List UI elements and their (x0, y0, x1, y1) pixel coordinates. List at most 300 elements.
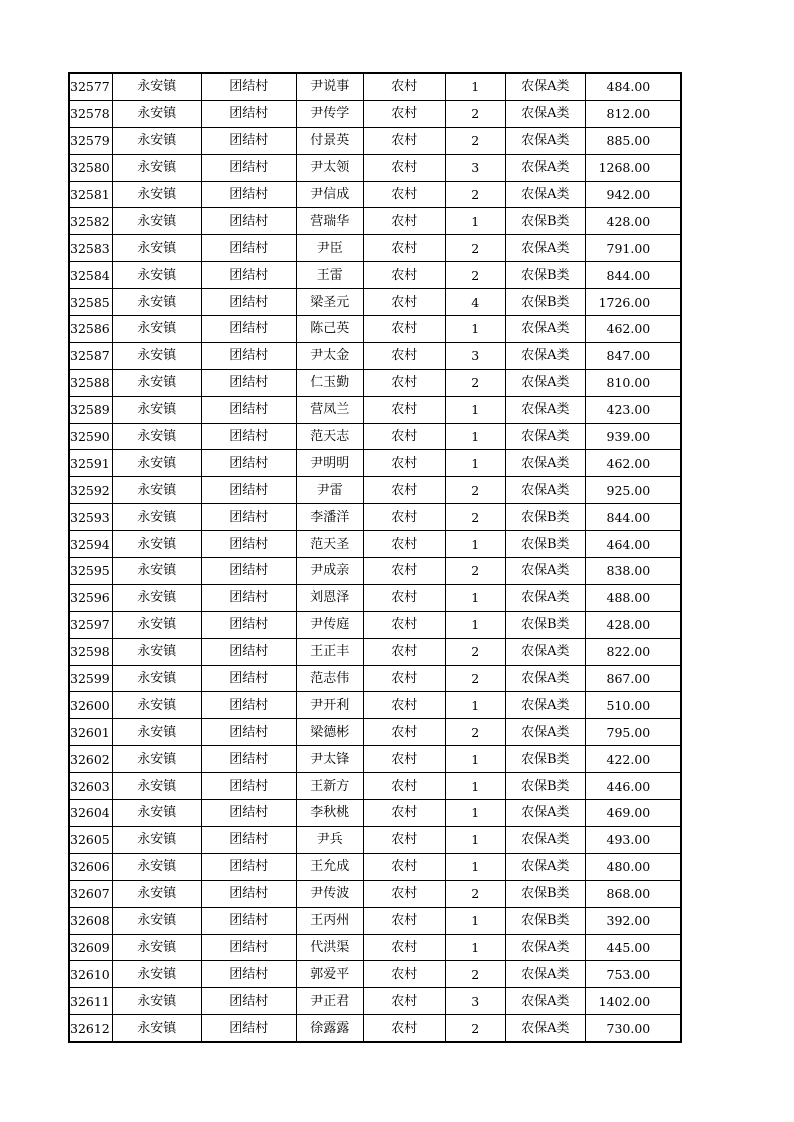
amount-cell: 445.00 (585, 934, 681, 961)
household-type-cell: 农村 (363, 853, 445, 880)
insurance-category-cell: 农保A类 (505, 316, 585, 343)
member-count-cell: 1 (445, 800, 505, 827)
insurance-category-cell: 农保A类 (505, 369, 585, 396)
member-count-cell: 2 (445, 880, 505, 907)
village-cell: 团结村 (201, 692, 296, 719)
village-cell: 团结村 (201, 127, 296, 154)
member-count-cell: 2 (445, 262, 505, 289)
table-row (69, 504, 681, 531)
member-count-cell: 1 (445, 423, 505, 450)
town-cell: 永安镇 (112, 988, 201, 1015)
town-cell: 永安镇 (112, 880, 201, 907)
town-cell: 永安镇 (112, 235, 201, 262)
name-cell: 尹说事 (296, 73, 363, 100)
table-row (69, 1015, 681, 1042)
household-type-cell: 农村 (363, 558, 445, 585)
town-cell: 永安镇 (112, 934, 201, 961)
insurance-category-cell: 农保A类 (505, 853, 585, 880)
record-id-cell: 32596 (69, 584, 112, 611)
town-cell: 永安镇 (112, 181, 201, 208)
name-cell: 李潘洋 (296, 504, 363, 531)
member-count-cell: 2 (445, 127, 505, 154)
amount-cell: 885.00 (585, 127, 681, 154)
record-id-cell: 32579 (69, 127, 112, 154)
member-count-cell: 2 (445, 665, 505, 692)
household-type-cell: 农村 (363, 638, 445, 665)
amount-cell: 422.00 (585, 746, 681, 773)
table-row (69, 73, 681, 100)
table-row (69, 665, 681, 692)
name-cell: 尹传庭 (296, 611, 363, 638)
member-count-cell: 1 (445, 826, 505, 853)
record-id-cell: 32592 (69, 477, 112, 504)
member-count-cell: 2 (445, 719, 505, 746)
amount-cell: 464.00 (585, 531, 681, 558)
amount-cell: 925.00 (585, 477, 681, 504)
table-row (69, 907, 681, 934)
household-type-cell: 农村 (363, 988, 445, 1015)
record-id-cell: 32586 (69, 316, 112, 343)
table-row (69, 289, 681, 316)
village-cell: 团结村 (201, 504, 296, 531)
amount-cell: 428.00 (585, 611, 681, 638)
record-id-cell: 32603 (69, 773, 112, 800)
insurance-category-cell: 农保A类 (505, 692, 585, 719)
amount-cell: 867.00 (585, 665, 681, 692)
record-id-cell: 32584 (69, 262, 112, 289)
name-cell: 刘恩泽 (296, 584, 363, 611)
record-id-cell: 32581 (69, 181, 112, 208)
household-type-cell: 农村 (363, 584, 445, 611)
amount-cell: 847.00 (585, 342, 681, 369)
household-type-cell: 农村 (363, 611, 445, 638)
town-cell: 永安镇 (112, 369, 201, 396)
record-id-cell: 32607 (69, 880, 112, 907)
record-id-cell: 32591 (69, 450, 112, 477)
insurance-category-cell: 农保A类 (505, 665, 585, 692)
town-cell: 永安镇 (112, 611, 201, 638)
village-cell: 团结村 (201, 1015, 296, 1042)
member-count-cell: 1 (445, 208, 505, 235)
table-row (69, 235, 681, 262)
amount-cell: 510.00 (585, 692, 681, 719)
village-cell: 团结村 (201, 477, 296, 504)
household-type-cell: 农村 (363, 262, 445, 289)
record-id-cell: 32595 (69, 558, 112, 585)
table-row (69, 558, 681, 585)
name-cell: 代洪渠 (296, 934, 363, 961)
table-row (69, 746, 681, 773)
insurance-category-cell: 农保A类 (505, 396, 585, 423)
village-cell: 团结村 (201, 880, 296, 907)
insurance-category-cell: 农保A类 (505, 800, 585, 827)
member-count-cell: 2 (445, 1015, 505, 1042)
name-cell: 王丙州 (296, 907, 363, 934)
amount-cell: 844.00 (585, 262, 681, 289)
name-cell: 王允成 (296, 853, 363, 880)
table-row (69, 800, 681, 827)
town-cell: 永安镇 (112, 853, 201, 880)
amount-cell: 810.00 (585, 369, 681, 396)
table-row (69, 316, 681, 343)
name-cell: 尹传波 (296, 880, 363, 907)
town-cell: 永安镇 (112, 73, 201, 100)
record-id-cell: 32610 (69, 961, 112, 988)
insurance-category-cell: 农保A类 (505, 100, 585, 127)
village-cell: 团结村 (201, 665, 296, 692)
name-cell: 尹正君 (296, 988, 363, 1015)
household-type-cell: 农村 (363, 181, 445, 208)
amount-cell: 791.00 (585, 235, 681, 262)
village-cell: 团结村 (201, 235, 296, 262)
table-row (69, 450, 681, 477)
town-cell: 永安镇 (112, 826, 201, 853)
member-count-cell: 1 (445, 611, 505, 638)
member-count-cell: 1 (445, 692, 505, 719)
village-cell: 团结村 (201, 262, 296, 289)
name-cell: 范志伟 (296, 665, 363, 692)
table-row (69, 719, 681, 746)
town-cell: 永安镇 (112, 773, 201, 800)
household-type-cell: 农村 (363, 826, 445, 853)
name-cell: 营瑞华 (296, 208, 363, 235)
insurance-category-cell: 农保B类 (505, 504, 585, 531)
insurance-category-cell: 农保A类 (505, 826, 585, 853)
village-cell: 团结村 (201, 988, 296, 1015)
village-cell: 团结村 (201, 73, 296, 100)
insurance-category-cell: 农保A类 (505, 1015, 585, 1042)
household-type-cell: 农村 (363, 504, 445, 531)
table-row (69, 961, 681, 988)
member-count-cell: 2 (445, 961, 505, 988)
table-row (69, 853, 681, 880)
name-cell: 仁玉勤 (296, 369, 363, 396)
amount-cell: 838.00 (585, 558, 681, 585)
town-cell: 永安镇 (112, 477, 201, 504)
name-cell: 尹成亲 (296, 558, 363, 585)
table-row (69, 100, 681, 127)
name-cell: 营凤兰 (296, 396, 363, 423)
name-cell: 范天志 (296, 423, 363, 450)
amount-cell: 730.00 (585, 1015, 681, 1042)
name-cell: 尹太金 (296, 342, 363, 369)
member-count-cell: 1 (445, 853, 505, 880)
town-cell: 永安镇 (112, 1015, 201, 1042)
amount-cell: 480.00 (585, 853, 681, 880)
household-type-cell: 农村 (363, 665, 445, 692)
amount-cell: 942.00 (585, 181, 681, 208)
insurance-category-cell: 农保A类 (505, 450, 585, 477)
member-count-cell: 1 (445, 316, 505, 343)
table-row (69, 369, 681, 396)
household-type-cell: 农村 (363, 692, 445, 719)
village-cell: 团结村 (201, 181, 296, 208)
insurance-category-cell: 农保A类 (505, 181, 585, 208)
name-cell: 李秋桃 (296, 800, 363, 827)
insurance-category-cell: 农保A类 (505, 73, 585, 100)
table-row (69, 611, 681, 638)
town-cell: 永安镇 (112, 396, 201, 423)
insurance-category-cell: 农保B类 (505, 773, 585, 800)
table-row (69, 988, 681, 1015)
name-cell: 梁圣元 (296, 289, 363, 316)
record-id-cell: 32587 (69, 342, 112, 369)
town-cell: 永安镇 (112, 665, 201, 692)
amount-cell: 428.00 (585, 208, 681, 235)
insurance-category-cell: 农保A类 (505, 988, 585, 1015)
household-type-cell: 农村 (363, 531, 445, 558)
amount-cell: 795.00 (585, 719, 681, 746)
amount-cell: 446.00 (585, 773, 681, 800)
household-type-cell: 农村 (363, 235, 445, 262)
amount-cell: 484.00 (585, 73, 681, 100)
name-cell: 陈己英 (296, 316, 363, 343)
insurance-category-cell: 农保A类 (505, 934, 585, 961)
town-cell: 永安镇 (112, 262, 201, 289)
name-cell: 尹臣 (296, 235, 363, 262)
table-row (69, 127, 681, 154)
village-cell: 团结村 (201, 934, 296, 961)
insurance-category-cell: 农保A类 (505, 235, 585, 262)
record-id-cell: 32598 (69, 638, 112, 665)
insurance-category-cell: 农保A类 (505, 423, 585, 450)
household-type-cell: 农村 (363, 800, 445, 827)
member-count-cell: 3 (445, 342, 505, 369)
village-cell: 团结村 (201, 342, 296, 369)
table-row (69, 181, 681, 208)
household-type-cell: 农村 (363, 907, 445, 934)
member-count-cell: 1 (445, 450, 505, 477)
amount-cell: 753.00 (585, 961, 681, 988)
amount-cell: 462.00 (585, 316, 681, 343)
household-type-cell: 农村 (363, 450, 445, 477)
record-id-cell: 32593 (69, 504, 112, 531)
table-row (69, 773, 681, 800)
town-cell: 永安镇 (112, 450, 201, 477)
name-cell: 梁德彬 (296, 719, 363, 746)
town-cell: 永安镇 (112, 907, 201, 934)
record-id-cell: 32612 (69, 1015, 112, 1042)
record-id-cell: 32590 (69, 423, 112, 450)
insurance-category-cell: 农保A类 (505, 961, 585, 988)
record-id-cell: 32604 (69, 800, 112, 827)
records-body (69, 73, 681, 1042)
name-cell: 王新方 (296, 773, 363, 800)
town-cell: 永安镇 (112, 961, 201, 988)
town-cell: 永安镇 (112, 558, 201, 585)
name-cell: 徐露露 (296, 1015, 363, 1042)
insurance-category-cell: 农保B类 (505, 907, 585, 934)
village-cell: 团结村 (201, 961, 296, 988)
household-type-cell: 农村 (363, 208, 445, 235)
name-cell: 尹雷 (296, 477, 363, 504)
member-count-cell: 3 (445, 988, 505, 1015)
records-table (68, 72, 682, 1043)
household-type-cell: 农村 (363, 154, 445, 181)
record-id-cell: 32599 (69, 665, 112, 692)
town-cell: 永安镇 (112, 531, 201, 558)
village-cell: 团结村 (201, 558, 296, 585)
town-cell: 永安镇 (112, 719, 201, 746)
household-type-cell: 农村 (363, 423, 445, 450)
table-row (69, 423, 681, 450)
village-cell: 团结村 (201, 800, 296, 827)
household-type-cell: 农村 (363, 127, 445, 154)
member-count-cell: 2 (445, 638, 505, 665)
town-cell: 永安镇 (112, 127, 201, 154)
member-count-cell: 1 (445, 396, 505, 423)
record-id-cell: 32609 (69, 934, 112, 961)
table-row (69, 826, 681, 853)
member-count-cell: 2 (445, 558, 505, 585)
town-cell: 永安镇 (112, 289, 201, 316)
village-cell: 团结村 (201, 638, 296, 665)
town-cell: 永安镇 (112, 692, 201, 719)
village-cell: 团结村 (201, 773, 296, 800)
insurance-category-cell: 农保A类 (505, 477, 585, 504)
insurance-category-cell: 农保A类 (505, 154, 585, 181)
record-id-cell: 32597 (69, 611, 112, 638)
record-id-cell: 32602 (69, 746, 112, 773)
amount-cell: 844.00 (585, 504, 681, 531)
household-type-cell: 农村 (363, 73, 445, 100)
table-row (69, 692, 681, 719)
record-id-cell: 32594 (69, 531, 112, 558)
member-count-cell: 1 (445, 773, 505, 800)
member-count-cell: 2 (445, 477, 505, 504)
amount-cell: 1402.00 (585, 988, 681, 1015)
household-type-cell: 农村 (363, 100, 445, 127)
name-cell: 尹明明 (296, 450, 363, 477)
town-cell: 永安镇 (112, 316, 201, 343)
town-cell: 永安镇 (112, 100, 201, 127)
town-cell: 永安镇 (112, 154, 201, 181)
record-id-cell: 32583 (69, 235, 112, 262)
insurance-category-cell: 农保B类 (505, 746, 585, 773)
record-id-cell: 32606 (69, 853, 112, 880)
table-row (69, 477, 681, 504)
household-type-cell: 农村 (363, 719, 445, 746)
member-count-cell: 2 (445, 100, 505, 127)
insurance-category-cell: 农保A类 (505, 127, 585, 154)
member-count-cell: 2 (445, 504, 505, 531)
village-cell: 团结村 (201, 584, 296, 611)
record-id-cell: 32601 (69, 719, 112, 746)
amount-cell: 1268.00 (585, 154, 681, 181)
household-type-cell: 农村 (363, 773, 445, 800)
table-row (69, 880, 681, 907)
record-id-cell: 32611 (69, 988, 112, 1015)
village-cell: 团结村 (201, 450, 296, 477)
table-row (69, 396, 681, 423)
household-type-cell: 农村 (363, 396, 445, 423)
household-type-cell: 农村 (363, 369, 445, 396)
town-cell: 永安镇 (112, 638, 201, 665)
insurance-category-cell: 农保A类 (505, 719, 585, 746)
household-type-cell: 农村 (363, 289, 445, 316)
household-type-cell: 农村 (363, 342, 445, 369)
town-cell: 永安镇 (112, 584, 201, 611)
insurance-category-cell: 农保B类 (505, 208, 585, 235)
member-count-cell: 4 (445, 289, 505, 316)
name-cell: 郭爱平 (296, 961, 363, 988)
member-count-cell: 2 (445, 369, 505, 396)
member-count-cell: 1 (445, 531, 505, 558)
table-row (69, 638, 681, 665)
amount-cell: 939.00 (585, 423, 681, 450)
insurance-category-cell: 农保B类 (505, 531, 585, 558)
insurance-category-cell: 农保B类 (505, 880, 585, 907)
record-id-cell: 32577 (69, 73, 112, 100)
amount-cell: 822.00 (585, 638, 681, 665)
insurance-category-cell: 农保A类 (505, 558, 585, 585)
insurance-category-cell: 农保B类 (505, 289, 585, 316)
member-count-cell: 1 (445, 746, 505, 773)
record-id-cell: 32600 (69, 692, 112, 719)
amount-cell: 469.00 (585, 800, 681, 827)
village-cell: 团结村 (201, 826, 296, 853)
record-id-cell: 32589 (69, 396, 112, 423)
table-row (69, 342, 681, 369)
name-cell: 付景英 (296, 127, 363, 154)
insurance-category-cell: 农保A类 (505, 342, 585, 369)
name-cell: 王雷 (296, 262, 363, 289)
name-cell: 范天圣 (296, 531, 363, 558)
member-count-cell: 2 (445, 235, 505, 262)
name-cell: 尹太锋 (296, 746, 363, 773)
village-cell: 团结村 (201, 100, 296, 127)
amount-cell: 868.00 (585, 880, 681, 907)
member-count-cell: 1 (445, 584, 505, 611)
village-cell: 团结村 (201, 396, 296, 423)
household-type-cell: 农村 (363, 316, 445, 343)
village-cell: 团结村 (201, 719, 296, 746)
town-cell: 永安镇 (112, 746, 201, 773)
village-cell: 团结村 (201, 907, 296, 934)
table-row (69, 262, 681, 289)
amount-cell: 392.00 (585, 907, 681, 934)
amount-cell: 493.00 (585, 826, 681, 853)
name-cell: 尹传学 (296, 100, 363, 127)
table-row (69, 208, 681, 235)
household-type-cell: 农村 (363, 961, 445, 988)
member-count-cell: 2 (445, 181, 505, 208)
town-cell: 永安镇 (112, 342, 201, 369)
table-row (69, 934, 681, 961)
name-cell: 王正丰 (296, 638, 363, 665)
household-type-cell: 农村 (363, 934, 445, 961)
insurance-category-cell: 农保A类 (505, 638, 585, 665)
table-row (69, 531, 681, 558)
record-id-cell: 32582 (69, 208, 112, 235)
record-id-cell: 32605 (69, 826, 112, 853)
village-cell: 团结村 (201, 154, 296, 181)
amount-cell: 488.00 (585, 584, 681, 611)
amount-cell: 812.00 (585, 100, 681, 127)
name-cell: 尹开利 (296, 692, 363, 719)
town-cell: 永安镇 (112, 423, 201, 450)
household-type-cell: 农村 (363, 746, 445, 773)
village-cell: 团结村 (201, 289, 296, 316)
village-cell: 团结村 (201, 853, 296, 880)
record-id-cell: 32580 (69, 154, 112, 181)
amount-cell: 423.00 (585, 396, 681, 423)
village-cell: 团结村 (201, 531, 296, 558)
member-count-cell: 1 (445, 907, 505, 934)
town-cell: 永安镇 (112, 208, 201, 235)
name-cell: 尹兵 (296, 826, 363, 853)
table-row (69, 154, 681, 181)
